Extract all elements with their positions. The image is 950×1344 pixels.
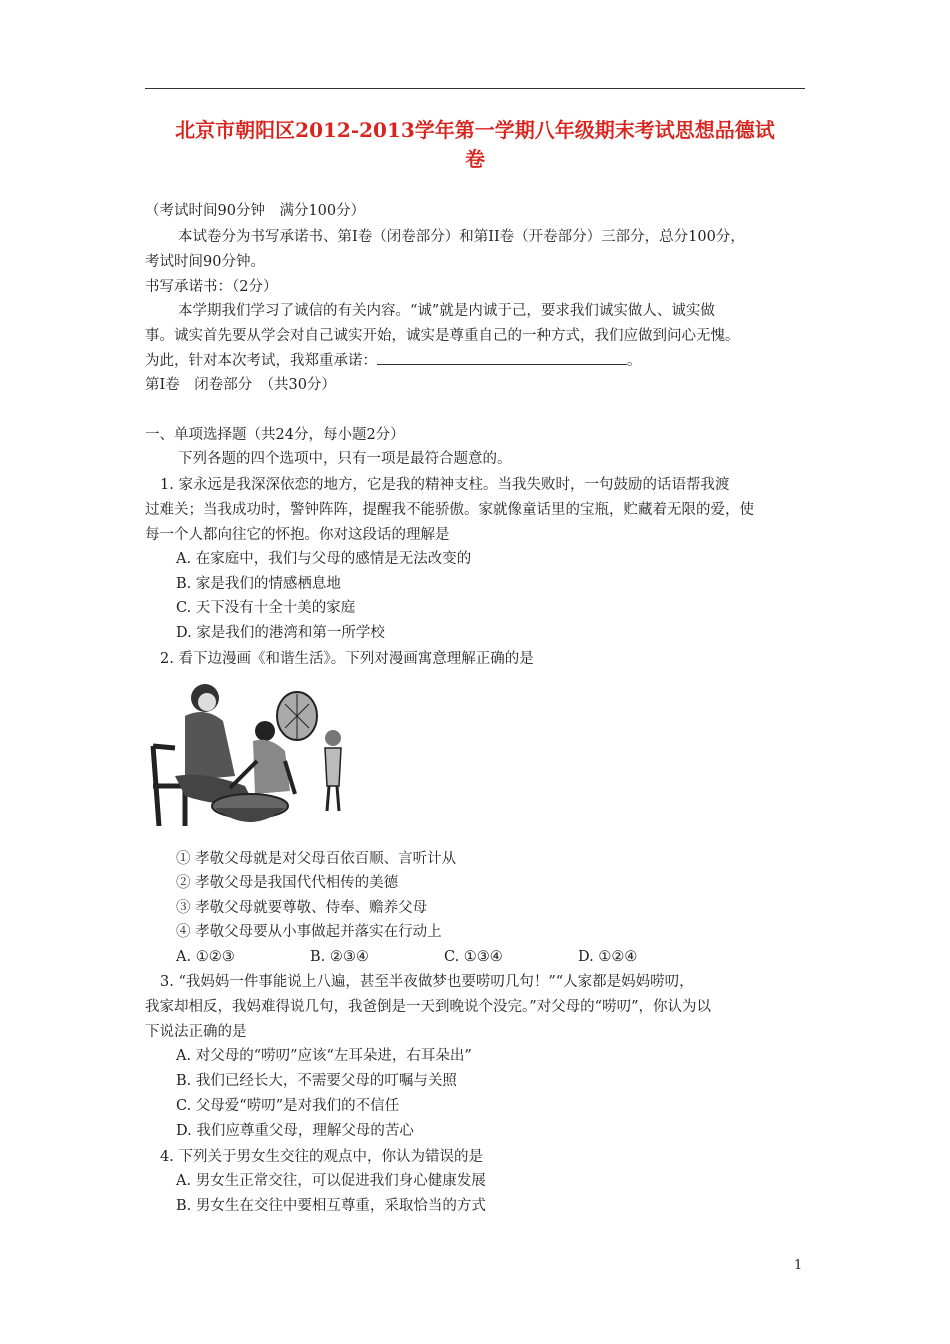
q2-statement-4: ④ 孝敬父母要从小事做起并落实在行动上 xyxy=(176,924,442,940)
intro-line-1: 本试卷分为书写承诺书、第Ⅰ卷（闭卷部分）和第II卷（开卷部分）三部分，总分100分， xyxy=(178,229,745,245)
part1-header: 第Ⅰ卷 闭卷部分 （共30分） xyxy=(145,377,336,393)
q1-line-3: 每一个人都向往它的怀抱。你对这段话的理解是 xyxy=(145,527,450,543)
q2-option-b: B. ②③④ xyxy=(310,949,369,965)
section1-header: 一、单项选择题（共24分，每小题2分） xyxy=(145,427,405,443)
q1-option-a: A. 在家庭中，我们与父母的感情是无法改变的 xyxy=(176,551,472,567)
q1-option-d: D. 家是我们的港湾和第一所学校 xyxy=(176,625,385,641)
document-title xyxy=(145,116,805,174)
q2-statement-2: ② 孝敬父母是我国代代相传的美德 xyxy=(176,875,399,891)
q2-option-d: D. ①②④ xyxy=(578,949,638,965)
q1-line-2: 过难关；当我成功时，警钟阵阵，提醒我不能骄傲。家就像童话里的宝瓶，贮藏着无限的爱，使 xyxy=(145,502,754,518)
q2-option-a: A. ①②③ xyxy=(176,949,235,965)
q3-option-a: A. 对父母的“唠叨”应该“左耳朵进，右耳朵出” xyxy=(176,1048,472,1064)
comic-illustration xyxy=(145,676,345,831)
header-rule xyxy=(145,88,805,89)
pledge-line-3-end: 。 xyxy=(627,353,642,369)
exam-info: （考试时间90分钟 满分100分） xyxy=(145,203,366,219)
q4-stem: 4. 下列关于男女生交往的观点中，你认为错误的是 xyxy=(160,1149,483,1165)
q4-option-b: B. 男女生在交往中要相互尊重，采取恰当的方式 xyxy=(176,1198,486,1214)
pledge-line-1: 本学期我们学习了诚信的有关内容。“诚”就是内诚于己，要求我们诚实做人、诚实做 xyxy=(178,303,715,319)
q1-option-c: C. 天下没有十全十美的家庭 xyxy=(176,600,356,616)
q3-line-1: 3. “我妈妈一件事能说上八遍，甚至半夜做梦也要唠叨几句！”“人家都是妈妈唠叨， xyxy=(160,974,694,990)
q2-option-c: C. ①③④ xyxy=(444,949,503,965)
page-number: 1 xyxy=(794,1258,803,1273)
q1-line-1: 1. 家永远是我深深依恋的地方，它是我的精神支柱。当我失败时，一句鼓励的话语帮我渡 xyxy=(160,477,730,493)
pledge-line-3-text: 为此，针对本次考试，我郑重承诺： xyxy=(145,353,377,369)
q3-line-2: 我家却相反，我妈难得说几句，我爸倒是一天到晚说个没完。”对父母的“唠叨”，你认为以 xyxy=(145,999,711,1015)
section1-instructions: 下列各题的四个选项中，只有一项是最符合题意的。 xyxy=(178,451,512,467)
title-line-2: 卷 xyxy=(465,147,485,171)
pledge-header: 书写承诺书：（2分） xyxy=(145,279,278,295)
pledge-blank[interactable] xyxy=(377,350,627,365)
pledge-line-3 xyxy=(145,350,807,372)
q4-option-a: A. 男女生正常交往，可以促进我们身心健康发展 xyxy=(176,1173,486,1189)
q3-option-c: C. 父母爱“唠叨”是对我们的不信任 xyxy=(176,1098,400,1114)
pledge-line-2: 事。诚实首先要从学会对自己诚实开始，诚实是尊重自己的一种方式，我们应做到问心无愧。 xyxy=(145,328,740,344)
q3-option-b: B. 我们已经长大，不需要父母的叮嘱与关照 xyxy=(176,1073,457,1089)
q3-option-d: D. 我们应尊重父母，理解父母的苦心 xyxy=(176,1123,414,1139)
intro-line-2: 考试时间90分钟。 xyxy=(145,254,265,270)
q2-statement-3: ③ 孝敬父母就要尊敬、侍奉、赡养父母 xyxy=(176,900,428,916)
q2-statement-1: ① 孝敬父母就是对父母百依百顺、言听计从 xyxy=(176,851,457,867)
title-line-1: 北京市朝阳区2012-2013学年第一学期八年级期末考试思想品德试 xyxy=(175,118,775,142)
q2-stem: 2. 看下边漫画《和谐生活》。下列对漫画寓意理解正确的是 xyxy=(160,651,534,667)
q1-option-b: B. 家是我们的情感栖息地 xyxy=(176,576,341,592)
q3-line-3: 下说法正确的是 xyxy=(145,1024,247,1040)
